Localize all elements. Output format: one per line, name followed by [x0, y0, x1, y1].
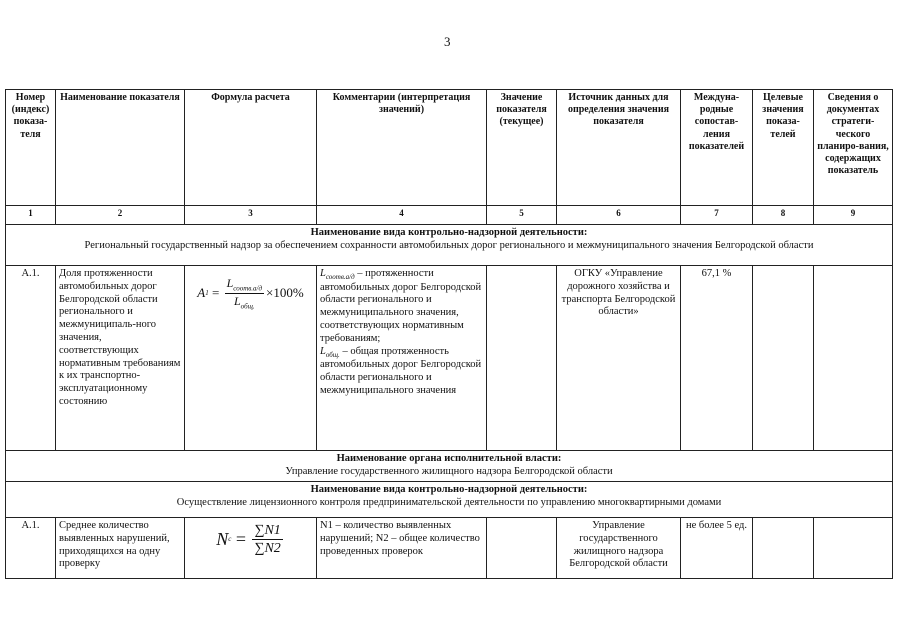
section-text: Осуществление лицензионного контроля предпринимательской деятельности по управлению многоквартирными домами	[176, 496, 722, 508]
column-number: 1	[6, 206, 56, 225]
comment-cell: $L_{соотв.а/д}$ – протяженности автомобильных дорог Белгородской области регионального и межмуниципального значения, соответствующих нормативным требованиям; $L_{общ.}$ – общая протяженность автомобильных дорог Белгородской области регионального и межмуниципального значения	[317, 266, 487, 451]
target-value	[753, 266, 814, 451]
header-cell: Наименование показателя	[56, 90, 185, 206]
indicator-name: Среднее количество выявленных нарушений, приходящихся на одну проверку	[56, 518, 185, 579]
indicator-index: А.1.	[6, 266, 56, 451]
header-cell: Комментарии (интерпретация значений)	[317, 90, 487, 206]
header-cell: Значение показателя (текущее)	[487, 90, 557, 206]
section-cell	[6, 451, 893, 482]
column-number: 8	[753, 206, 814, 225]
column-number: 2	[56, 206, 185, 225]
section-text: Управление государственного жилищного надзора Белгородской области	[285, 465, 613, 477]
header-cell: Формула расчета	[185, 90, 317, 206]
strategic-documents	[814, 518, 893, 579]
section-title: Наименование вида контрольно-надзорной деятельности:	[310, 484, 588, 495]
section-row	[6, 482, 893, 518]
column-number: 7	[681, 206, 753, 225]
indicators-table	[5, 89, 893, 579]
formula: N c = $\frac{\sum N1}{\sum N2}$	[216, 523, 281, 557]
data-source: ОГКУ «Управление дорожного хозяйства и транспорта Белгородской области»	[557, 266, 681, 451]
target-value	[753, 518, 814, 579]
column-number: 5	[487, 206, 557, 225]
comment-cell: N1 – количество выявленных нарушений; N2 – общее количество проведенных проверок	[317, 518, 487, 579]
formula: A 1 = $\frac{L_{соотв.а/д}}{L_{общ.}}$ ×100%	[197, 276, 304, 311]
section-row	[6, 225, 893, 266]
header-cell: Сведения о документах стратеги-ческого планиро-вания, содержащих показатель	[814, 90, 893, 206]
section-title: Наименование органа исполнительной власти:	[336, 453, 562, 464]
table-row	[6, 266, 893, 451]
column-number-row	[6, 206, 893, 225]
international-comparison: 67,1 %	[681, 266, 753, 451]
page-number: 3	[444, 34, 451, 49]
current-value	[487, 518, 557, 579]
section-title: Наименование вида контрольно-надзорной деятельности:	[310, 227, 588, 238]
column-number: 6	[557, 206, 681, 225]
section-cell	[6, 225, 893, 266]
header-cell: Номер (индекс) показа-теля	[6, 90, 56, 206]
strategic-documents	[814, 266, 893, 451]
header-row	[6, 90, 893, 206]
column-number: 9	[814, 206, 893, 225]
formula-fraction: $\frac{L_{соотв.а/д}}{L_{общ.}}$	[226, 276, 263, 311]
data-source: Управление государственного жилищного надзора Белгородской области	[557, 518, 681, 579]
formula-fraction: $\frac{\sum N1}{\sum N2}$	[254, 523, 281, 557]
formula-cell	[185, 266, 317, 451]
formula-cell	[185, 518, 317, 579]
section-row	[6, 451, 893, 482]
table-row	[6, 518, 893, 579]
indicator-name: Доля протяженности автомобильных дорог Белгородской области регионального и межмуниципаль-ного значения, соответствующих нормативным требованиям к их транспортно-эксплуатационному состоянию	[56, 266, 185, 451]
column-number: 4	[317, 206, 487, 225]
section-cell	[6, 482, 893, 518]
indicator-index: А.1.	[6, 518, 56, 579]
column-number: 3	[185, 206, 317, 225]
header-cell: Целевые значения показа-телей	[753, 90, 814, 206]
current-value	[487, 266, 557, 451]
international-comparison: не более 5 ед.	[681, 518, 753, 579]
section-text: Региональный государственный надзор за обеспечением сохранности автомобильных дорог регионального и межмуниципального значения Белгородской области	[84, 239, 814, 251]
header-cell: Междуна-родные сопостав-ления показателей	[681, 90, 753, 206]
header-cell: Источник данных для определения значения показателя	[557, 90, 681, 206]
